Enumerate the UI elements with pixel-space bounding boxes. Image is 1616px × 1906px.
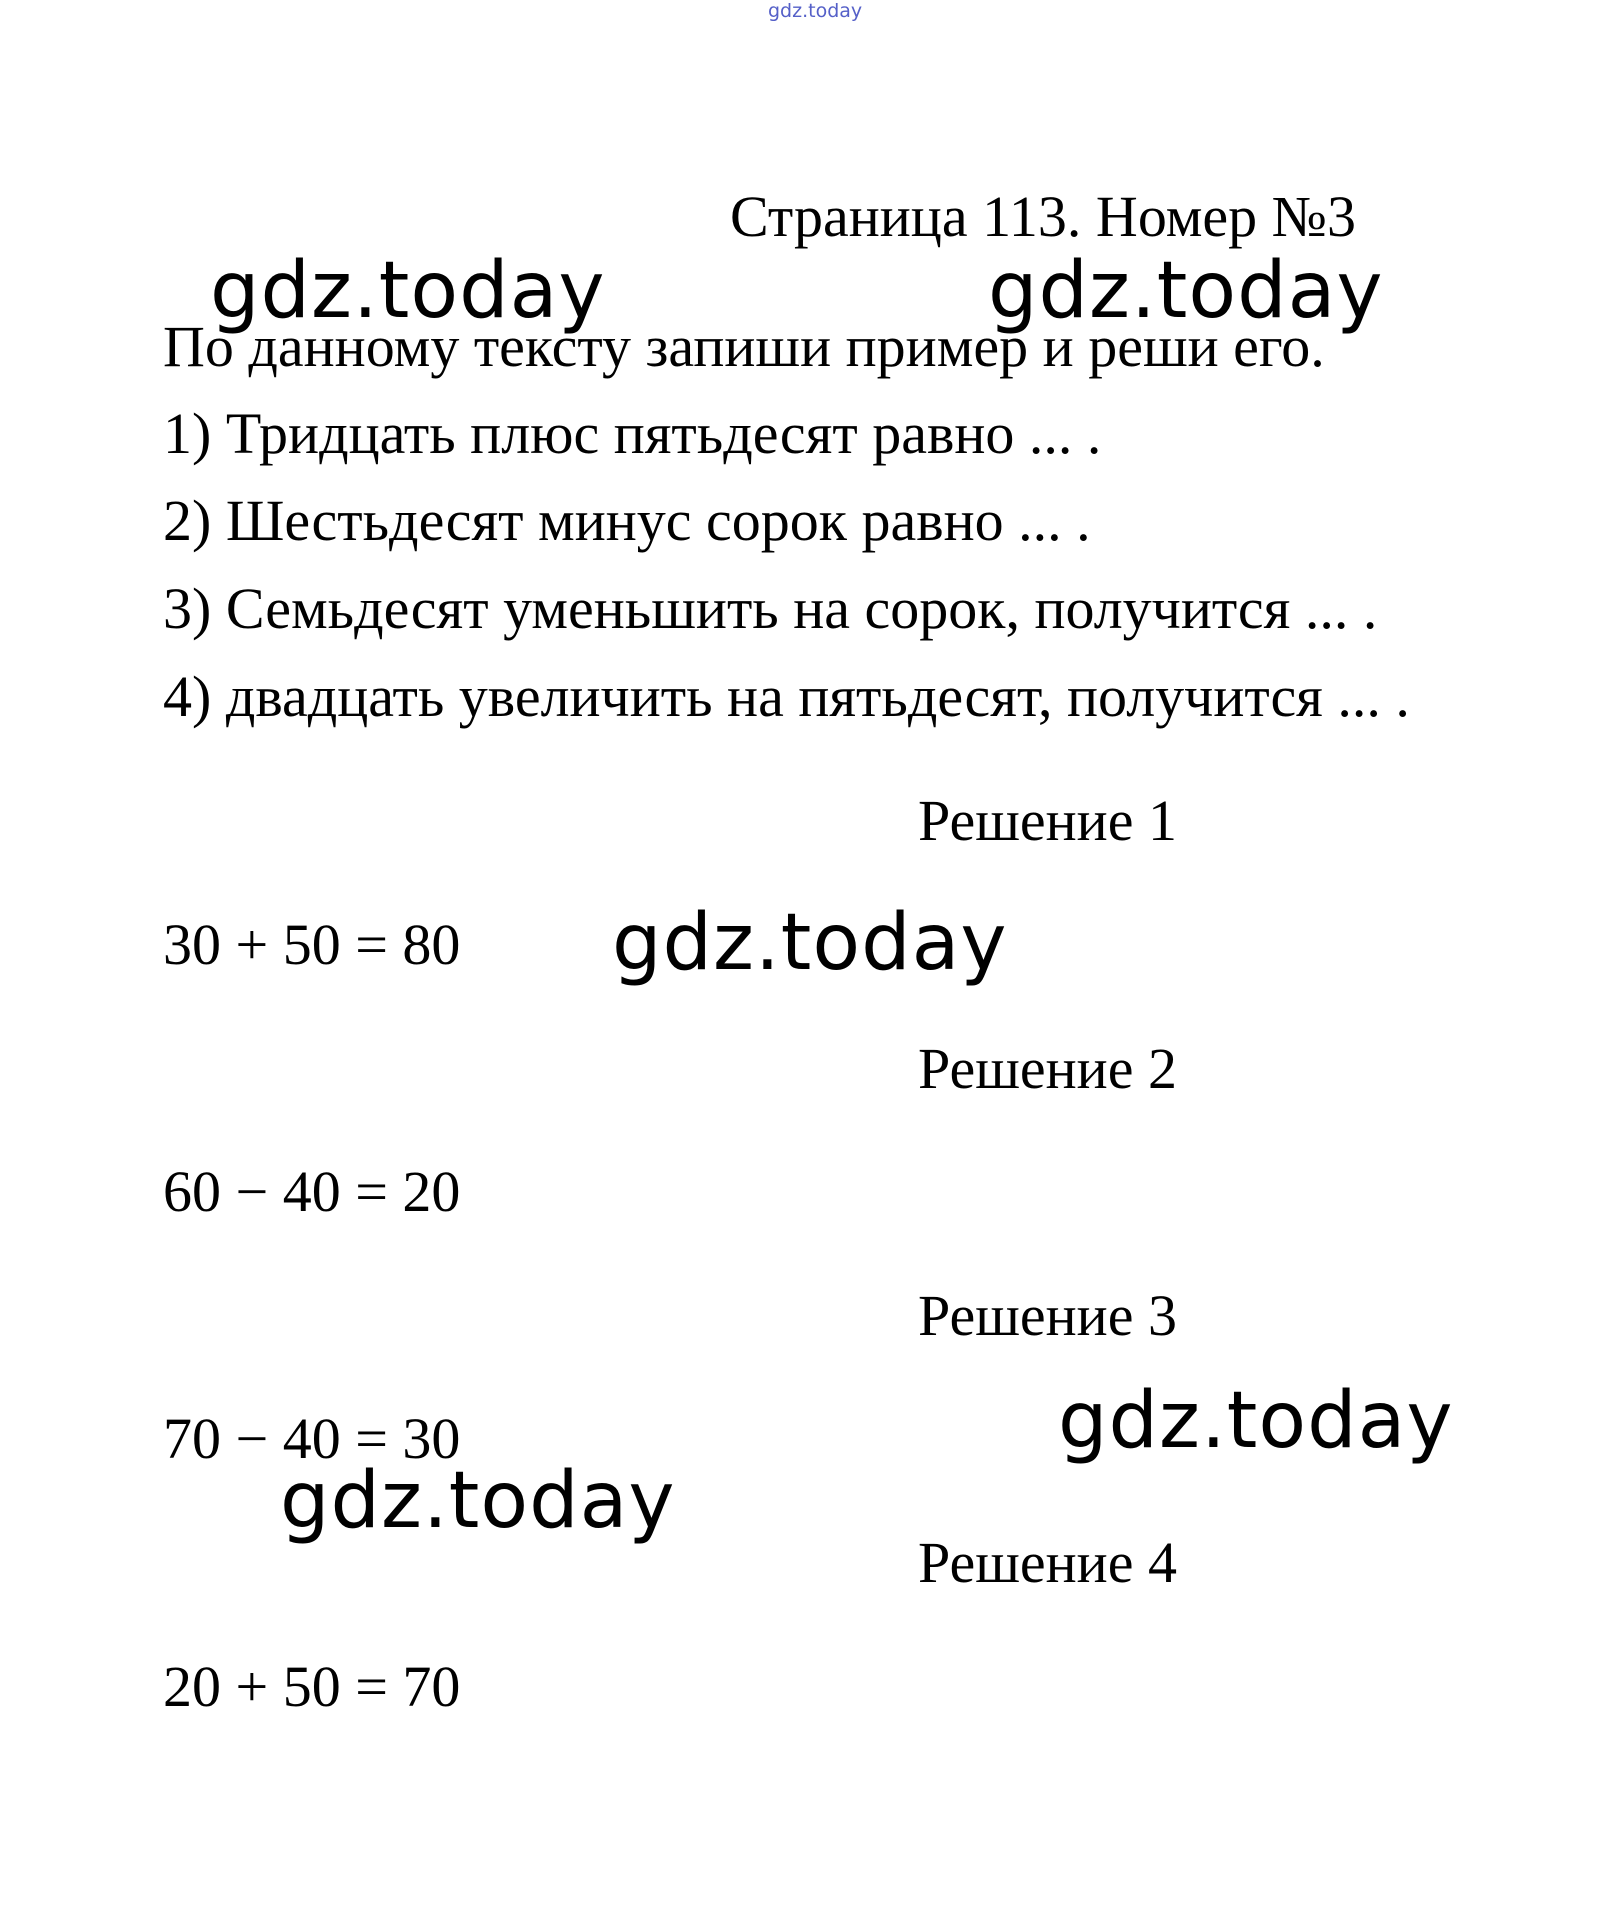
watermark: gdz.today — [1058, 1376, 1454, 1466]
top-watermark: gdz.today — [768, 0, 863, 22]
solution-heading: Решение 3 — [918, 1283, 1177, 1348]
watermark: gdz.today — [210, 246, 606, 336]
watermark: gdz.today — [988, 246, 1384, 336]
task-item: 1) Тридцать плюс пятьдесят равно ... . — [163, 401, 1102, 466]
task-item: 3) Семьдесят уменьшить на сорок, получится ... . — [163, 576, 1378, 641]
watermark: gdz.today — [280, 1456, 676, 1546]
solution-heading: Решение 4 — [918, 1530, 1177, 1595]
page-title: Страница 113. Номер №3 — [730, 184, 1356, 249]
solution-heading: Решение 1 — [918, 788, 1177, 853]
watermark: gdz.today — [612, 898, 1008, 988]
solution-equation: 20 + 50 = 70 — [163, 1654, 461, 1719]
solution-equation: 60 − 40 = 20 — [163, 1159, 461, 1224]
solution-heading: Решение 2 — [918, 1036, 1177, 1101]
solution-equation: 30 + 50 = 80 — [163, 912, 461, 977]
task-item: 4) двадцать увеличить на пятьдесят, получится ... . — [163, 664, 1410, 729]
task-item: 2) Шестьдесят минус сорок равно ... . — [163, 488, 1091, 553]
solution-equation: 70 − 40 = 30 — [163, 1406, 461, 1471]
task-instruction: По данному тексту запиши пример и реши его. — [163, 314, 1325, 379]
